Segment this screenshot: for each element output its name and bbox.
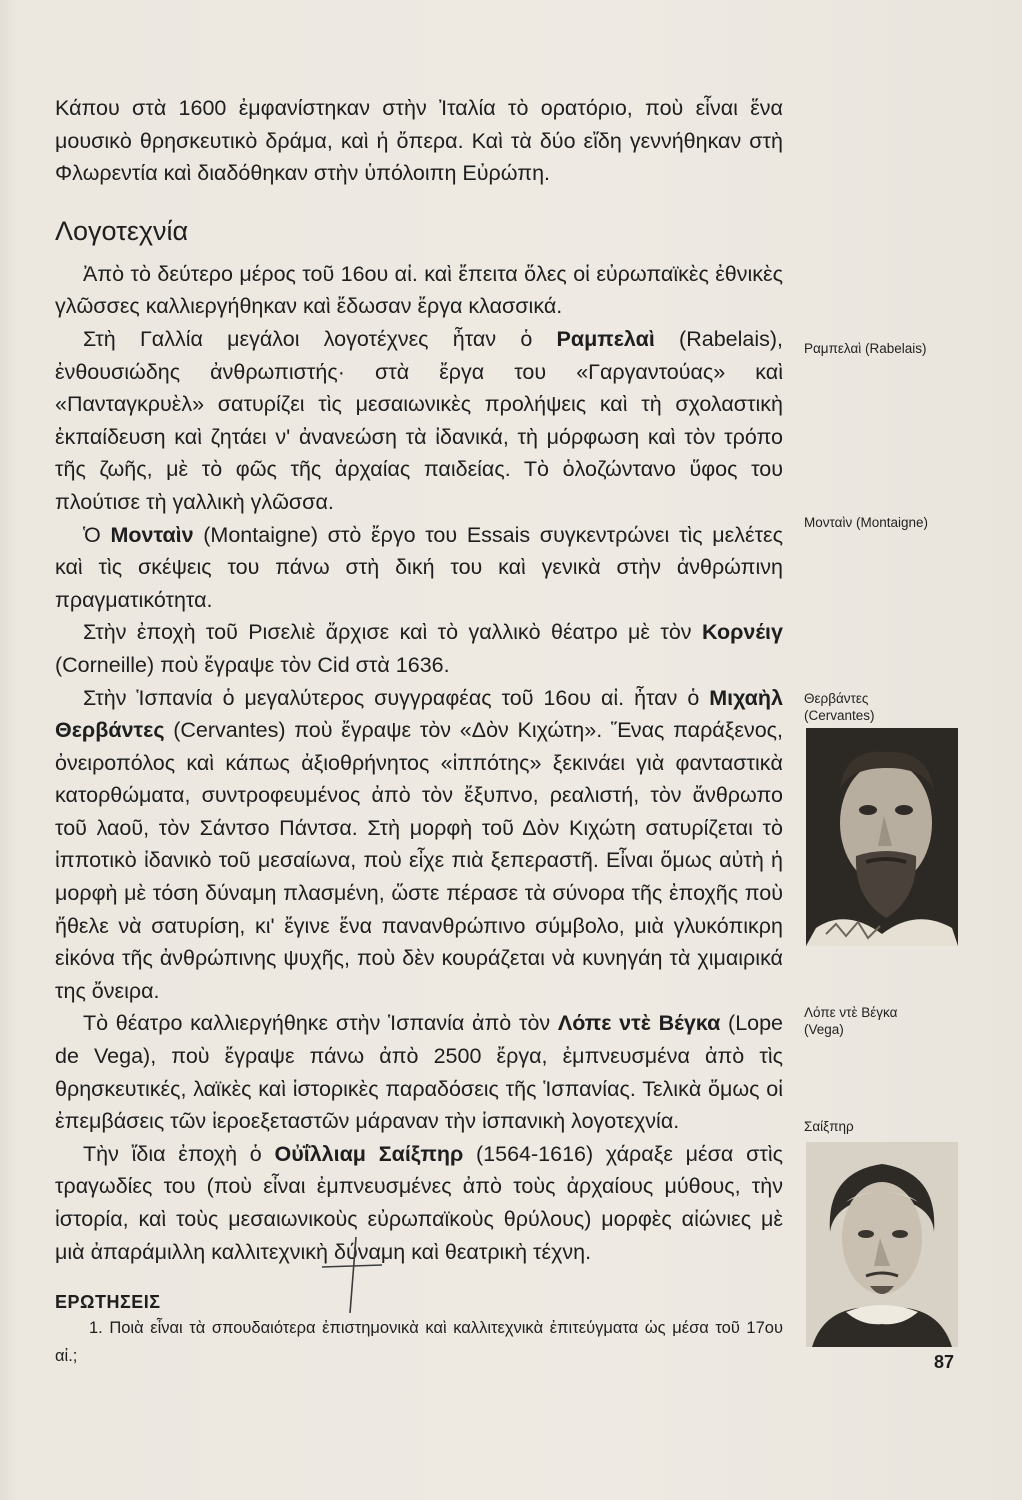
questions-section <box>55 1290 783 1370</box>
pen-mark <box>320 1235 390 1315</box>
margin-note-montaigne: Μονταὶν (Montaigne) <box>804 515 928 530</box>
shakespeare-portrait <box>806 1142 958 1347</box>
paragraph-cervantes: Στὴν Ἱσπανία ὁ μεγαλύτερος συγγραφέας τοῦ 16ου αἰ. ἦταν ὁ Μιχαὴλ Θερβάντες (Cervantes) ποὺ ἔγραψε τὸν «Δὸν Κιχώτη». Ἕνας παράξενος, ὀνειροπόλος καὶ κάπως ἀξιοθρήνητος «ἱππότης» ξεκινάει γιὰ φανταστικὰ κατορθώματα, συντροφευμένος ἀπὸ τὸν ἔξυπνο, ρεαλιστή, τὸν ἄνθρωπο τοῦ λαοῦ, τὸν Σάντσο Πάντσα. Στὴ μορφὴ τοῦ Δὸν Κιχώτη σατυρίζεται τὸ ἱπποτικὸ ἰδανικὸ τοῦ μεσαίωνα, ποὺ εἶχε πιὰ ξεπεραστῆ. Εἶναι ὅμως αὐτὴ ἡ μορφὴ μὲ τόση δύναμη πλασμένη, ὥστε πέρασε τὰ σύνορα τῆς ἐποχῆς ποὺ ἤθελε νὰ σατυρίση, κι' ἔγινε ἕνα πανανθρώπινο σύμβολο, μιὰ γλυκόπικρη εἰκόνα τῆς ἀνθρώπινης ψυχῆς, ποὺ δὲν κουράζεται νὰ κυνηγάη τὰ χιμαιρικά της ὄνειρα. <box>55 685 783 1003</box>
section-title: Λογοτεχνία <box>55 215 189 246</box>
paragraph-lope-de-vega: Τὸ θέατρο καλλιεργήθηκε στὴν Ἱσπανία ἀπὸ τὸν Λόπε ντὲ Βέγκα (Lope de Vega), ποὺ ἔγραψε πάνω ἀπὸ 2500 ἔργα, ἐμπνευσμένα ἀπὸ τὶς θρησκευτικές, λαϊκὲς καὶ ἱστορικὲς παραδόσεις τῆς Ἱσπανίας. Τελικὰ ὅμως οἱ ἐπεμβάσεις τῶν ἱεροεξεταστῶν μάραναν τὴν ἱσπανικὴ λογοτεχνία. <box>55 1011 784 1134</box>
paragraph-corneille: Στὴν ἐποχὴ τοῦ Ρισελιὲ ἄρχισε καὶ τὸ γαλλικὸ θέατρο μὲ τὸν Κορνέιγ (Corneille) ποὺ ἔγραψε τὸν Cid στὰ 1636. <box>55 620 783 677</box>
paragraph-montaigne: Ὁ Μονταὶν (Montaigne) στὸ ἔργο του Essais συγκεντρώνει τὶς μελέτες καὶ τὶς σκέψεις του πάνω στὴ δική του καὶ γενικὰ στὴν ἀνθρώπινη πραγματικότητα. <box>55 522 784 612</box>
margin-note-rabelais: Ραμπελαὶ (Rabelais) <box>804 341 927 356</box>
cervantes-portrait <box>806 728 958 946</box>
margin-note-vega: Λόπε ντὲ Βέγκα (Vega) <box>804 1005 898 1037</box>
name-shakespeare: Οὐΐλλιαμ Σαίξπηρ <box>274 1141 464 1166</box>
paragraph-languages: Ἀπὸ τὸ δεύτερο μέρος τοῦ 16ου αἰ. καὶ ἔπειτα ὅλες οἱ εὐρωπαϊκὲς ἐθνικὲς γλῶσσες καλλιεργήθηκαν καὶ ἔδωσαν ἔργα κλασσικά. <box>55 261 783 319</box>
cervantes-portrait-drawing <box>806 728 958 946</box>
name-lope-de-vega: Λόπε ντὲ Βέγκα <box>557 1011 721 1036</box>
paragraph-shakespeare: Τὴν ἴδια ἐποχὴ ὁ Οὐΐλλιαμ Σαίξπηρ (1564-1616) χάραξε μέσα στὶς τραγωδίες του (ποὺ εἶναι ἐμπνευσμένες ἀπὸ τοὺς ἀρχαίους μύθους, τὴν ἱστορία, καὶ τοὺς μεσαιωνικοὺς εὐρωπαϊκοὺς θρύλους) μορφὲς αἰώνιες μὲ μιὰ ἀπαράμιλλη καλλιτεχνικὴ δύναμη καὶ θεατρικὴ τέχνη. <box>55 1141 783 1264</box>
page-number: 87 <box>934 1352 955 1372</box>
intro-paragraph: Κάπου στὰ 1600 ἐμφανίστηκαν στὴν Ἰταλία τὸ ορατόριο, ποὺ εἶναι ἕνα μουσικὸ θρησκευτικὸ δράμα, καὶ ἡ ὄπερα. Καὶ τὰ δύο εἴδη γεννήθηκαν στὴ Φλωρεντία καὶ διαδόθηκαν στὴν ὑπόλοιπη Εὐρώπη. <box>55 96 783 186</box>
name-rabelais: Ραμπελαὶ <box>556 326 655 351</box>
main-text-column <box>55 92 783 1370</box>
questions-heading: ΕΡΩΤΗΣΕΙΣ <box>55 1292 161 1313</box>
question-1: 1. Ποιὰ εἶναι τὰ σπουδαιότερα ἐπιστημονικὰ καὶ καλλιτεχνικὰ ἐπιτεύγματα ὡς μέσα τοῦ 17ου αἰ.; <box>55 1319 783 1366</box>
name-montaigne: Μονταὶν <box>110 522 194 547</box>
margin-note-shakespeare: Σαίξπηρ <box>804 1119 854 1134</box>
name-cervantes: Μιχαὴλ Θερβάντες <box>55 685 783 743</box>
shakespeare-portrait-drawing <box>806 1142 958 1347</box>
margin-note-cervantes: Θερβάντες (Cervantes) <box>804 691 875 723</box>
name-corneille: Κορνέιγ <box>701 620 783 645</box>
paragraph-rabelais: Στὴ Γαλλία μεγάλοι λογοτέχνες ἦταν ὁ Ραμπελαὶ (Rabelais), ἐνθουσιώδης ἀνθρωπιστής· στὰ ἔργα του «Γαργαντούας» καὶ «Πανταγκρυὲλ» σατυρίζει τὶς μεσαιωνικὲς προλήψεις καὶ τὴ σχολαστικὴ ἐκπαίδευση καὶ ζητάει ν' ἀνανεώση τὰ ἰδανικά, τὴ μόρφωση καὶ τὸν τρόπο τῆς ζωῆς, μὲ τὸ φῶς τῆς ἀρχαίας παιδείας. Τὸ ὁλοζώντανο ὕφος του πλούτισε τὴ γαλλικὴ γλῶσσα. <box>55 326 783 514</box>
